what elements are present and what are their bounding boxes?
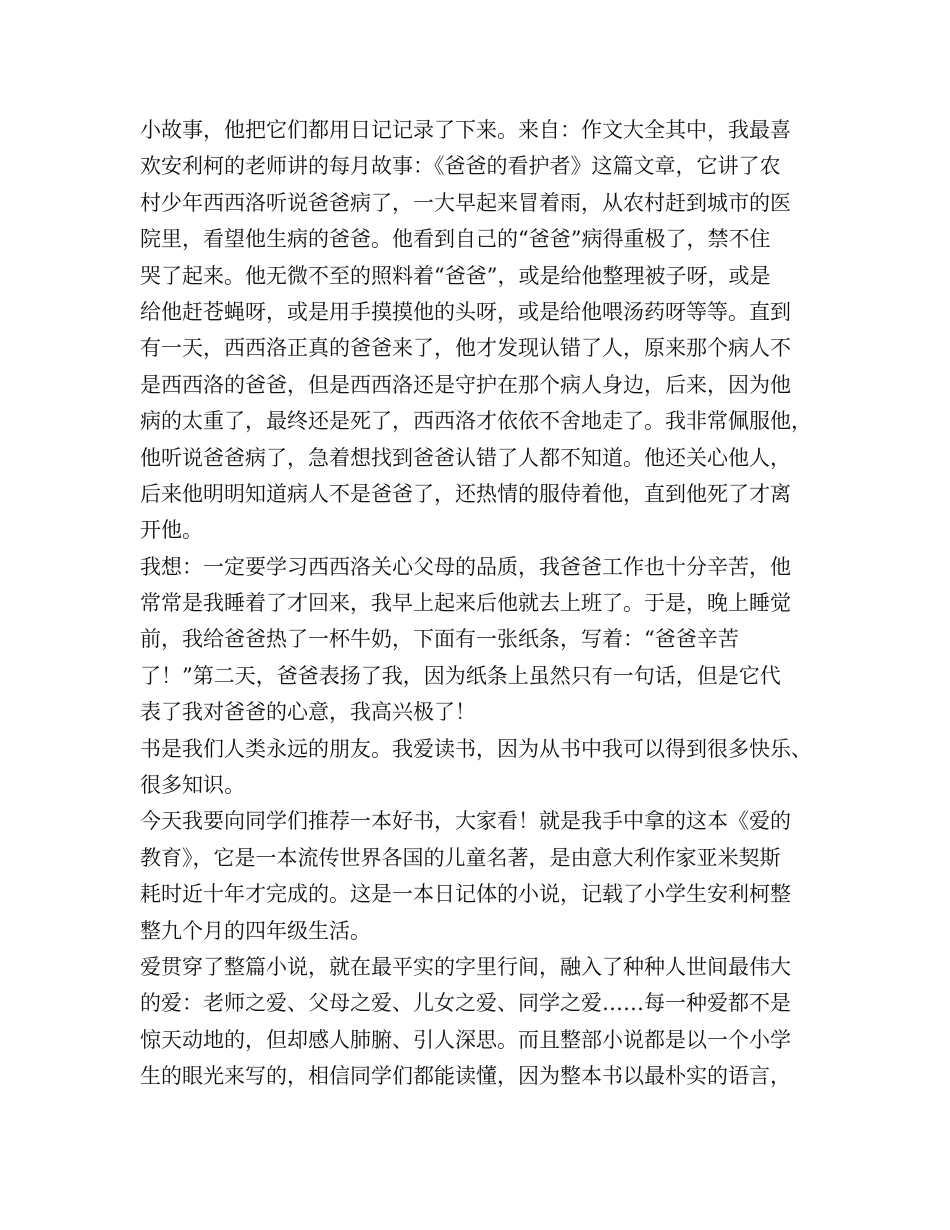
text-line: 整九个月的四年级生活。: [140, 918, 371, 943]
text-line: 了！”第二天，爸爸表扬了我，因为纸条上虽然只有一句话，但是它代: [140, 663, 781, 688]
document-body: [140, 112, 830, 1095]
text-line: 村少年西西洛听说爸爸病了，一大早起来冒着雨，从农村赶到城市的医: [140, 190, 791, 215]
text-line: 是西西洛的爸爸，但是西西洛还是守护在那个病人身边，后来，因为他: [140, 372, 791, 397]
text-line: 耗时近十年才完成的。这是一本日记体的小说，记载了小学生安利柯整: [140, 882, 791, 907]
text-line: 开他。: [140, 518, 203, 543]
text-line: 常常是我睡着了才回来，我早上起来后他就去上班了。于是，晚上睡觉: [140, 591, 791, 616]
text-line: 我想：一定要学习西西洛关心父母的品质，我爸爸工作也十分辛苦，他: [140, 554, 791, 579]
text-line: 惊天动地的，但却感人肺腑、引人深思。而且整部小说都是以一个小学: [140, 1027, 791, 1052]
text-line: 院里，看望他生病的爸爸。他看到自己的“爸爸”病得重极了，禁不住: [140, 227, 771, 252]
text-line: 他听说爸爸病了，急着想找到爸爸认错了人都不知道。他还关心他人，: [140, 445, 791, 470]
text-line: 爱贯穿了整篇小说，就在最平实的字里行间，融入了种种人世间最伟大: [140, 954, 791, 979]
text-line: 欢安利柯的老师讲的每月故事：《爸爸的看护者》这篇文章，它讲了农: [140, 154, 781, 179]
text-line: 很多知识。: [140, 773, 245, 798]
text-line: 后来他明明知道病人不是爸爸了，还热情的服侍着他，直到他死了才离: [140, 481, 791, 506]
text-line: 病的太重了，最终还是死了，西西洛才依依不舍地走了。我非常佩服他，: [140, 409, 812, 434]
text-line: 今天我要向同学们推荐一本好书，大家看！就是我手中拿的这本《爱的: [140, 809, 791, 834]
text-line: 前，我给爸爸热了一杯牛奶，下面有一张纸条，写着：“爸爸辛苦: [140, 627, 739, 652]
text-line: 哭了起来。他无微不至的照料着“爸爸”，或是给他整理被子呀，或是: [140, 263, 771, 288]
text-line: 书是我们人类永远的朋友。我爱读书，因为从书中我可以得到很多快乐、: [140, 736, 812, 761]
text-line: 教育》，它是一本流传世界各国的儿童名著，是由意大利作家亚米契斯: [140, 845, 781, 870]
text-line: 小故事，他把它们都用日记记录了下来。来自：作文大全其中，我最喜: [140, 118, 791, 142]
text-line: 有一天，西西洛正真的爸爸来了，他才发现认错了人，原来那个病人不: [140, 336, 791, 361]
text-line: 生的眼光来写的，相信同学们都能读懂，因为整本书以最朴实的语言，: [140, 1064, 791, 1089]
text-line: 的爱：老师之爱、父母之爱、儿女之爱、同学之爱……每一种爱都不是: [140, 991, 791, 1016]
text-line: 表了我对爸爸的心意，我高兴极了！: [140, 700, 476, 725]
text-line: 给他赶苍蝇呀，或是用手摸摸他的头呀，或是给他喂汤药呀等等。直到: [140, 299, 791, 324]
